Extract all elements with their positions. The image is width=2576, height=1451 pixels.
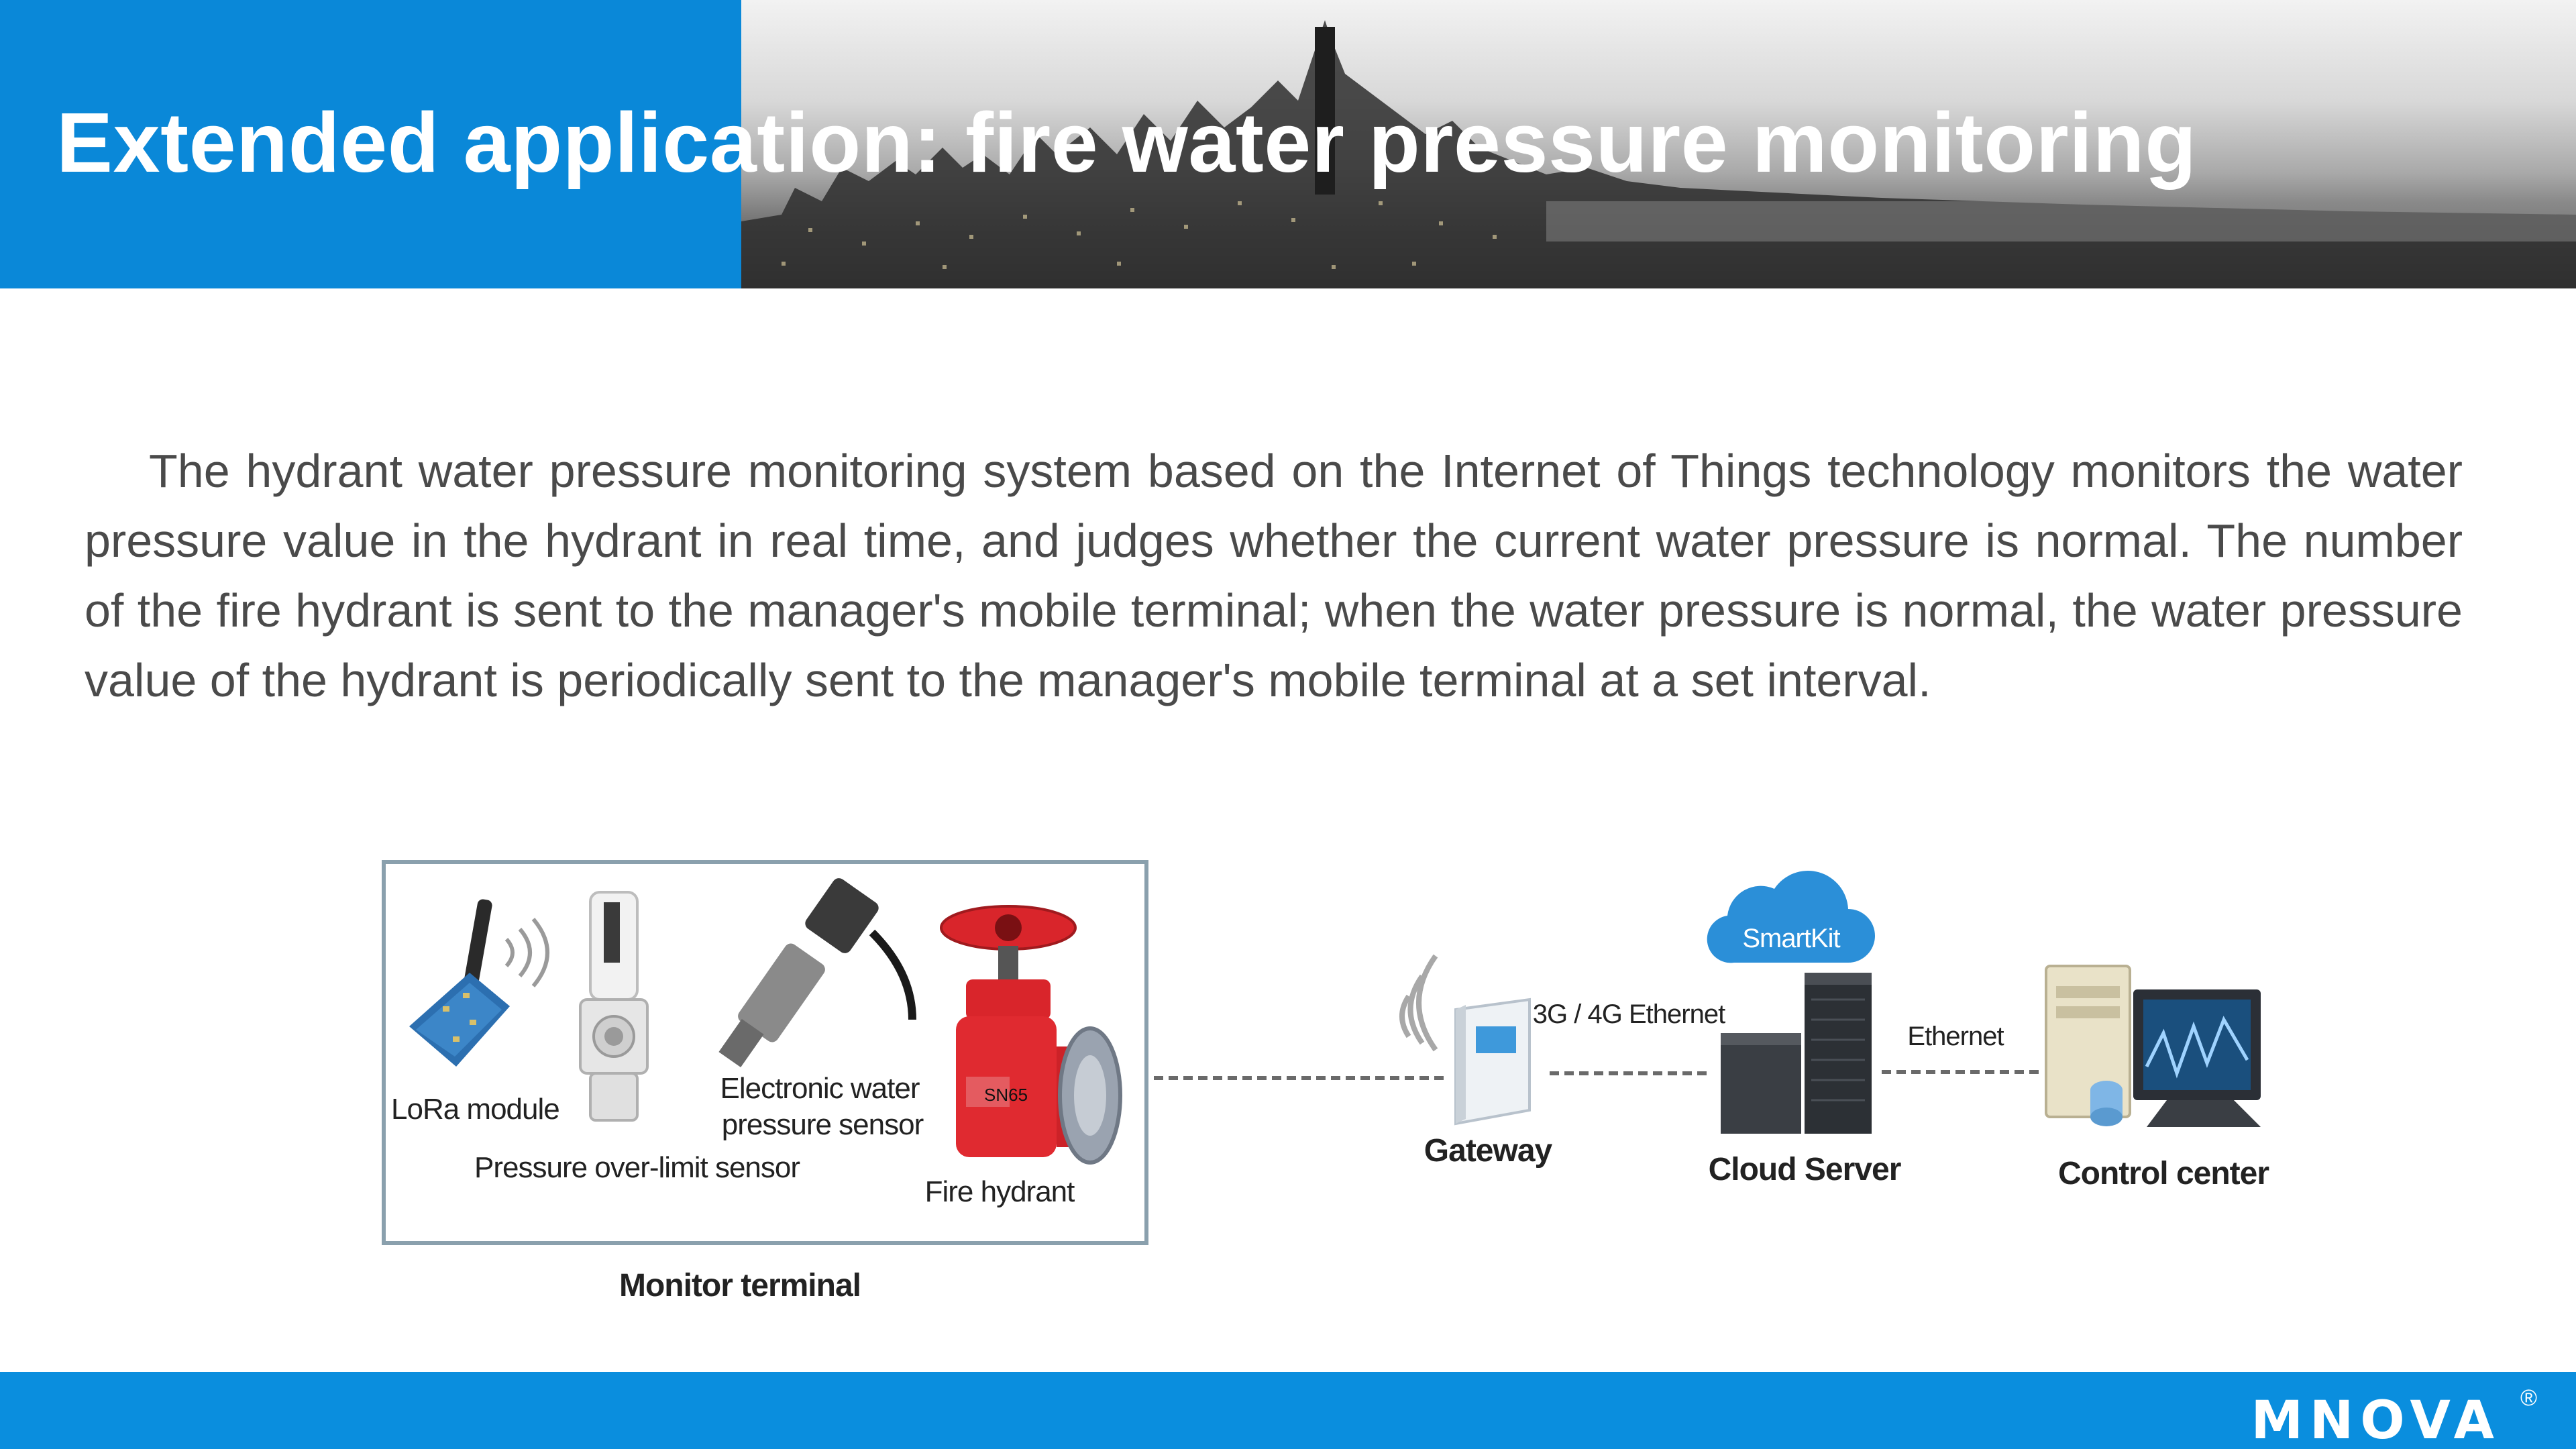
brand-logo: MNOVA (2251, 1391, 2501, 1451)
hydrant-plate-text: SN65 (984, 1085, 1028, 1105)
overlimit-sensor-label: Pressure over-limit sensor (474, 1151, 800, 1184)
lora-module-label: LoRa module (391, 1093, 559, 1126)
monitor-terminal-caption: Monitor terminal (619, 1268, 861, 1303)
footer-bar (0, 1372, 2576, 1449)
gateway-icon (1402, 956, 1529, 1124)
smartkit-cloud-label: SmartKit (1742, 924, 1840, 953)
link1-label: 3G / 4G Ethernet (1532, 1000, 1725, 1029)
control-center-icon (2046, 966, 2261, 1127)
header-banner (0, 0, 2576, 288)
pressure-sensor-label-line1: Electronic water (720, 1072, 920, 1105)
overlimit-sensor-icon (580, 892, 647, 1120)
control-center-label: Control center (2057, 1156, 2269, 1191)
fire-hydrant-label: Fire hydrant (924, 1175, 1075, 1208)
cloud-server-icon (1721, 973, 1872, 1134)
link2-label: Ethernet (1907, 1022, 2004, 1051)
page-title: Extended application: fire water pressure monitoring (56, 95, 2197, 190)
gateway-label: Gateway (1424, 1133, 1552, 1169)
pressure-sensor-label-line2: pressure sensor (721, 1108, 924, 1141)
description-paragraph: The hydrant water pressure monitoring system based on the Internet of Things technology monitors the water pressure value in the hydrant in real time, and judges whether the current water pressure is normal. The number of the fire hydrant is sent to the manager's mobile terminal; when the water pressure is normal, the water pressure value of the hydrant is periodically sent to the manager's mobile terminal at a set interval. (85, 445, 2463, 706)
registered-mark: ® (2520, 1385, 2537, 1411)
cloud-server-label: Cloud Server (1708, 1152, 1901, 1187)
